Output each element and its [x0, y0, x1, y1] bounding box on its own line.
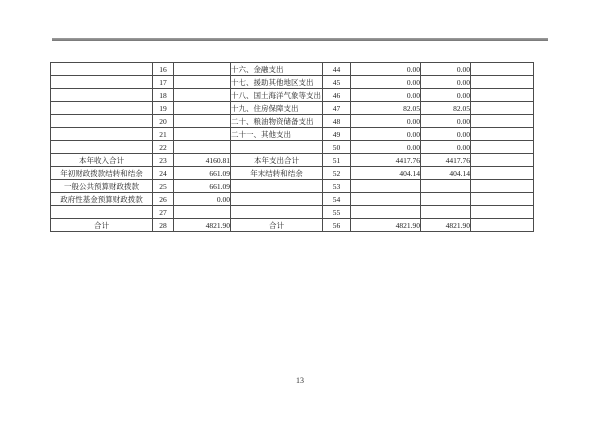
- cell-blank: [471, 141, 534, 154]
- cell-income-amount: [174, 89, 231, 102]
- cell-blank: [471, 206, 534, 219]
- cell-expense-amount-2: 4821.90: [421, 219, 471, 232]
- cell-expense-amount-2: 0.00: [421, 89, 471, 102]
- cell-income-amount: [174, 63, 231, 76]
- cell-income-line-no: 19: [153, 102, 174, 115]
- cell-income-line-no: 22: [153, 141, 174, 154]
- cell-income-amount: 661.09: [174, 180, 231, 193]
- cell-expense-item: [231, 180, 323, 193]
- cell-expense-amount-2: 0.00: [421, 141, 471, 154]
- cell-expense-line-no: 49: [323, 128, 351, 141]
- cell-expense-amount-1: [351, 180, 421, 193]
- cell-income-line-no: 28: [153, 219, 174, 232]
- cell-expense-item: 十八、国土海洋气象等支出: [231, 90, 321, 100]
- cell-income-item: 年初财政拨款结转和结余: [51, 167, 153, 180]
- cell-expense-line-no: 46: [323, 89, 351, 102]
- cell-blank: [471, 219, 534, 232]
- cell-expense-amount-2: [421, 206, 471, 219]
- table-row: [51, 141, 534, 154]
- cell-expense-amount-2: 0.00: [421, 76, 471, 89]
- cell-income-item: [51, 89, 153, 102]
- cell-expense-amount-1: 4417.76: [351, 154, 421, 167]
- cell-income-line-no: 24: [153, 167, 174, 180]
- table-row: [51, 193, 534, 206]
- cell-expense-amount-1: 0.00: [351, 115, 421, 128]
- cell-income-line-no: 21: [153, 128, 174, 141]
- cell-income-item: [51, 128, 153, 141]
- cell-expense-amount-1: [351, 193, 421, 206]
- cell-blank: [471, 102, 534, 115]
- cell-blank: [471, 154, 534, 167]
- cell-expense-item: [231, 206, 323, 219]
- cell-income-item: [51, 63, 153, 76]
- page-number: 13: [296, 376, 304, 385]
- cell-expense-item: [231, 193, 323, 206]
- cell-expense-item: 十七、援助其他地区支出: [231, 76, 323, 89]
- cell-expense-amount-2: 82.05: [421, 102, 471, 115]
- cell-expense-item: 十六、金融支出: [231, 63, 323, 76]
- cell-blank: [471, 167, 534, 180]
- cell-income-item: 合计: [51, 219, 153, 232]
- cell-income-amount: 4821.90: [174, 219, 231, 232]
- cell-expense-line-no: 51: [323, 154, 351, 167]
- cell-expense-item: 二十一、其他支出: [231, 128, 323, 141]
- cell-blank: [471, 115, 534, 128]
- cell-income-line-no: 17: [153, 76, 174, 89]
- cell-income-item: 政府性基金预算财政拨款: [51, 193, 153, 206]
- cell-expense-item: 年末结转和结余: [231, 167, 323, 180]
- page-header-rule: [52, 38, 548, 41]
- cell-expense-item: 十九、住房保障支出: [231, 102, 323, 115]
- cell-income-line-no: 27: [153, 206, 174, 219]
- cell-blank: [471, 128, 534, 141]
- table-row: [51, 219, 534, 232]
- cell-expense-amount-1: 0.00: [351, 89, 421, 102]
- cell-expense-line-no: 44: [323, 63, 351, 76]
- cell-expense-amount-1: 0.00: [351, 76, 421, 89]
- cell-expense-line-no: 48: [323, 115, 351, 128]
- table-row: [51, 180, 534, 193]
- cell-income-amount: 0.00: [174, 193, 231, 206]
- cell-expense-line-no: 55: [323, 206, 351, 219]
- cell-expense-amount-1: 0.00: [351, 128, 421, 141]
- table-row: [51, 102, 534, 115]
- cell-blank: [471, 76, 534, 89]
- cell-income-item: 本年收入合计: [51, 154, 153, 167]
- cell-expense-item: 二十、粮油物资储备支出: [231, 115, 323, 128]
- cell-expense-line-no: 45: [323, 76, 351, 89]
- cell-income-amount: [174, 206, 231, 219]
- cell-expense-amount-1: 0.00: [351, 141, 421, 154]
- table-row: [51, 154, 534, 167]
- cell-expense-amount-2: [421, 180, 471, 193]
- cell-income-line-no: 23: [153, 154, 174, 167]
- table-row: [51, 115, 534, 128]
- cell-income-amount: 661.09: [174, 167, 231, 180]
- cell-blank: [471, 180, 534, 193]
- table-row: [51, 63, 534, 76]
- cell-blank: [471, 63, 534, 76]
- cell-blank: [471, 193, 534, 206]
- cell-blank: [471, 89, 534, 102]
- cell-income-line-no: 25: [153, 180, 174, 193]
- table-body: [51, 63, 534, 232]
- table-row: [51, 128, 534, 141]
- cell-expense-line-no: 47: [323, 102, 351, 115]
- cell-income-item: [51, 102, 153, 115]
- cell-income-amount: 4160.81: [174, 154, 231, 167]
- cell-expense-line-no: 56: [323, 219, 351, 232]
- cell-expense-amount-1: 0.00: [351, 63, 421, 76]
- cell-income-item: [51, 206, 153, 219]
- cell-expense-amount-2: 4417.76: [421, 154, 471, 167]
- cell-expense-item: 合计: [231, 219, 323, 232]
- table-row: [51, 206, 534, 219]
- table-row: [51, 167, 534, 180]
- table-row: [51, 89, 534, 102]
- cell-income-item: 一般公共预算财政拨款: [51, 180, 153, 193]
- cell-expense-amount-2: 0.00: [421, 63, 471, 76]
- cell-expense-amount-2: [421, 193, 471, 206]
- cell-expense-amount-1: 82.05: [351, 102, 421, 115]
- cell-expense-amount-2: 0.00: [421, 115, 471, 128]
- cell-income-item: [51, 76, 153, 89]
- cell-income-amount: [174, 115, 231, 128]
- cell-income-line-no: 18: [153, 89, 174, 102]
- cell-expense-line-no: 53: [323, 180, 351, 193]
- cell-expense-line-no: 54: [323, 193, 351, 206]
- cell-expense-amount-1: [351, 206, 421, 219]
- cell-income-amount: [174, 128, 231, 141]
- cell-income-item: [51, 115, 153, 128]
- cell-expense-item: [231, 141, 323, 154]
- cell-income-amount: [174, 102, 231, 115]
- table-row: [51, 76, 534, 89]
- cell-income-item: [51, 141, 153, 154]
- cell-expense-line-no: 52: [323, 167, 351, 180]
- cell-expense-line-no: 50: [323, 141, 351, 154]
- cell-expense-amount-1: 404.14: [351, 167, 421, 180]
- cell-income-amount: [174, 141, 231, 154]
- cell-income-line-no: 20: [153, 115, 174, 128]
- cell-expense-amount-2: 404.14: [421, 167, 471, 180]
- cell-expense-amount-2: 0.00: [421, 128, 471, 141]
- budget-summary-table: [50, 62, 534, 232]
- cell-income-line-no: 16: [153, 63, 174, 76]
- cell-expense-amount-1: 4821.90: [351, 219, 421, 232]
- cell-expense-item: 本年支出合计: [231, 154, 323, 167]
- cell-income-amount: [174, 76, 231, 89]
- cell-income-line-no: 26: [153, 193, 174, 206]
